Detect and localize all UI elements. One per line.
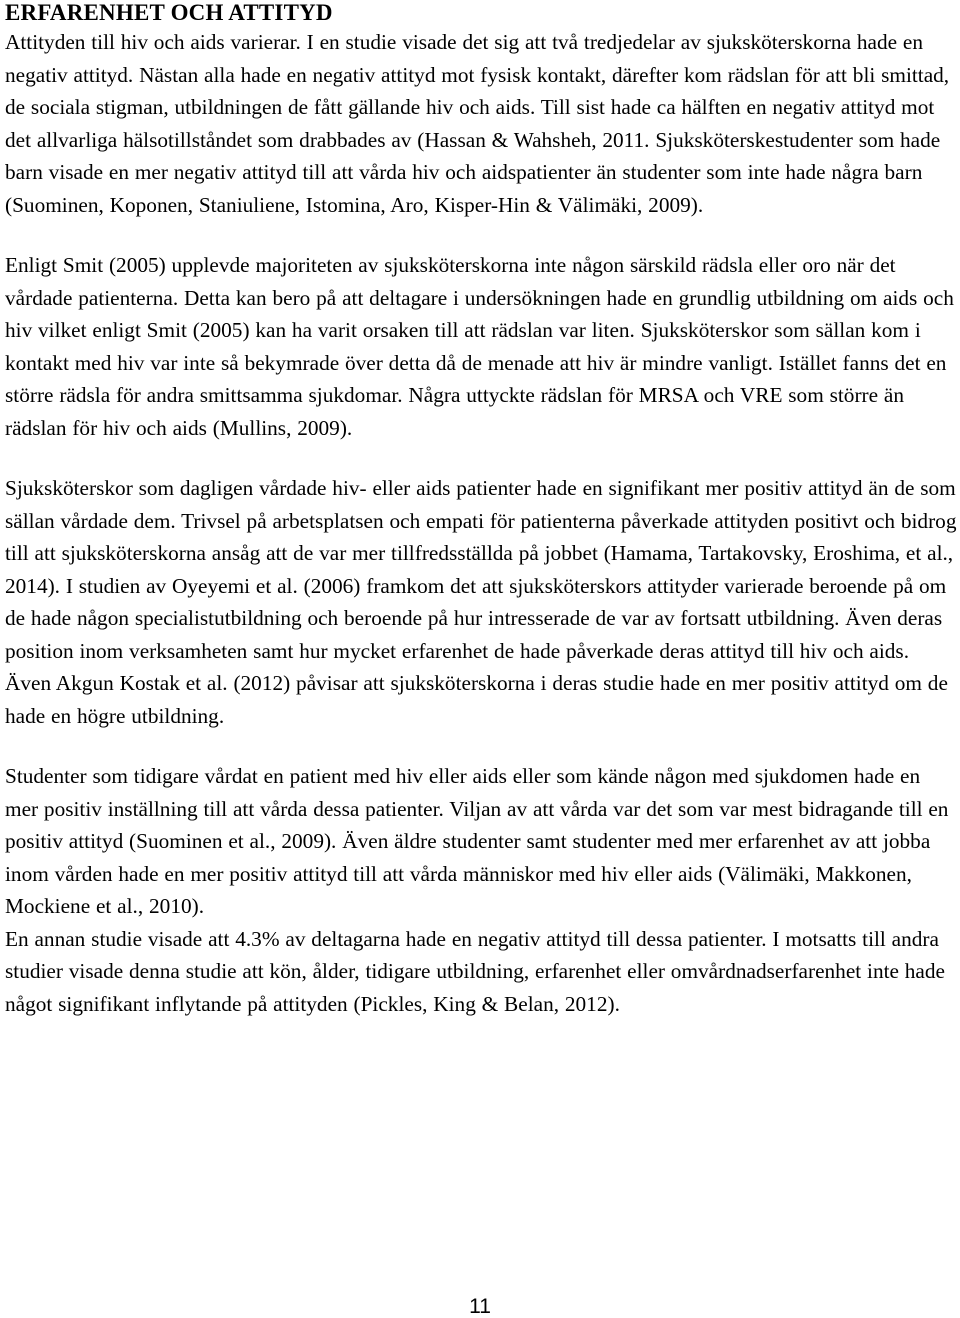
paragraph-other-study: En annan studie visade att 4.3% av deltagarna hade en negativ attityd till dessa patienter. I motsatts till andra studier visade denna studie att kön, ålder, tidigare utbildning, erfarenhet eller omvårdnadserfarenhet inte hade något signifikant inflytande på attityden (Pickles, King & Belan, 2012).	[5, 926, 945, 1016]
paragraph-spacer	[5, 732, 957, 760]
paragraph-attitude-variation: Attityden till hiv och aids varierar. I en studie visade det sig att två tredjedelar av sjuksköterskorna hade en negativ attityd. Nästan alla hade en negativ attityd mot fysisk kontakt, därefter kom rädslan för att bli smittad, de sociala stigman, utbildningen de fått gällande hiv och aids. Till sist hade ca hälften en negativ attityd mot det allvarliga hälsotillståndet som drabbades av (Hassan & Wahsheh, 2011. Sjuksköterskestudenter som hade barn visade en mer negativ attityd till att vårda hiv och aidspatienter än studenter som inte hade några barn (Suominen, Koponen, Staniuliene, Istomina, Aro, Kisper-Hin & Välimäki, 2009).	[5, 30, 950, 217]
paragraph-daily-care-attitude: Sjuksköterskor som dagligen vårdade hiv- eller aids patienter hade en signifikant mer positiv attityd än de som sällan vårdade dem. Trivsel på arbetsplatsen och empati för patienterna påverkade attityden positivt och bidrog till att sjuksköterskorna ansåg att de var mer tillfredsställda på jobbet (Hamama, Tartakovsky, Eroshima, et al., 2014). I studien av Oyeyemi et al. (2006) framkom det att sjuksköterskors attityder varierade beroende på om de hade någon specialistutbildning och beroende på hur intresserade de var av fortsatt utbildning. Även deras position inom verksamheten samt hur mycket erfarenhet de hade påverkade deras attityd till hiv och aids. Även Akgun Kostak et al. (2012) påvisar att sjuksköterskorna i deras studie hade en mer positiv attityd om de hade en högre utbildning.	[5, 476, 957, 728]
paragraph-spacer	[5, 444, 957, 472]
page-number: 11	[469, 1295, 491, 1318]
paragraph-spacer	[5, 221, 957, 249]
paragraph-smit-fear: Enligt Smit (2005) upplevde majoriteten av sjuksköterskorna inte någon särskild rädsla eller oro när det vårdade patienterna. Detta kan bero på att deltagare i undersökningen hade en grundlig utbildning om aids och hiv vilket enligt Smit (2005) kan ha varit orsaken till att rädslan var liten. Sjuksköterskor som sällan kom i kontakt med hiv var inte så bekymrade över detta då de menade att hiv är mindre vanligt. Istället fanns det en större rädsla för andra smittsamma sjukdomar. Några uttyckte rädslan för MRSA och VRE som större än rädslan för hiv och aids (Mullins, 2009).	[5, 253, 954, 440]
document-page	[5, 0, 957, 1020]
paragraph-student-experience: Studenter som tidigare vårdat en patient med hiv eller aids eller som kände någon med sjukdomen hade en mer positiv inställning till att vårda dessa patienter. Viljan av att vårda var det som var mest bidragande till en positiv attityd (Suominen et al., 2009). Även äldre studenter samt studenter med mer erfarenhet av att jobba inom vården hade en mer positiv attityd till att vårda människor med hiv eller aids (Välimäki, Makkonen, Mockiene et al., 2010).	[5, 764, 949, 918]
section-heading: ERFARENHET OCH ATTITYD	[5, 0, 333, 25]
